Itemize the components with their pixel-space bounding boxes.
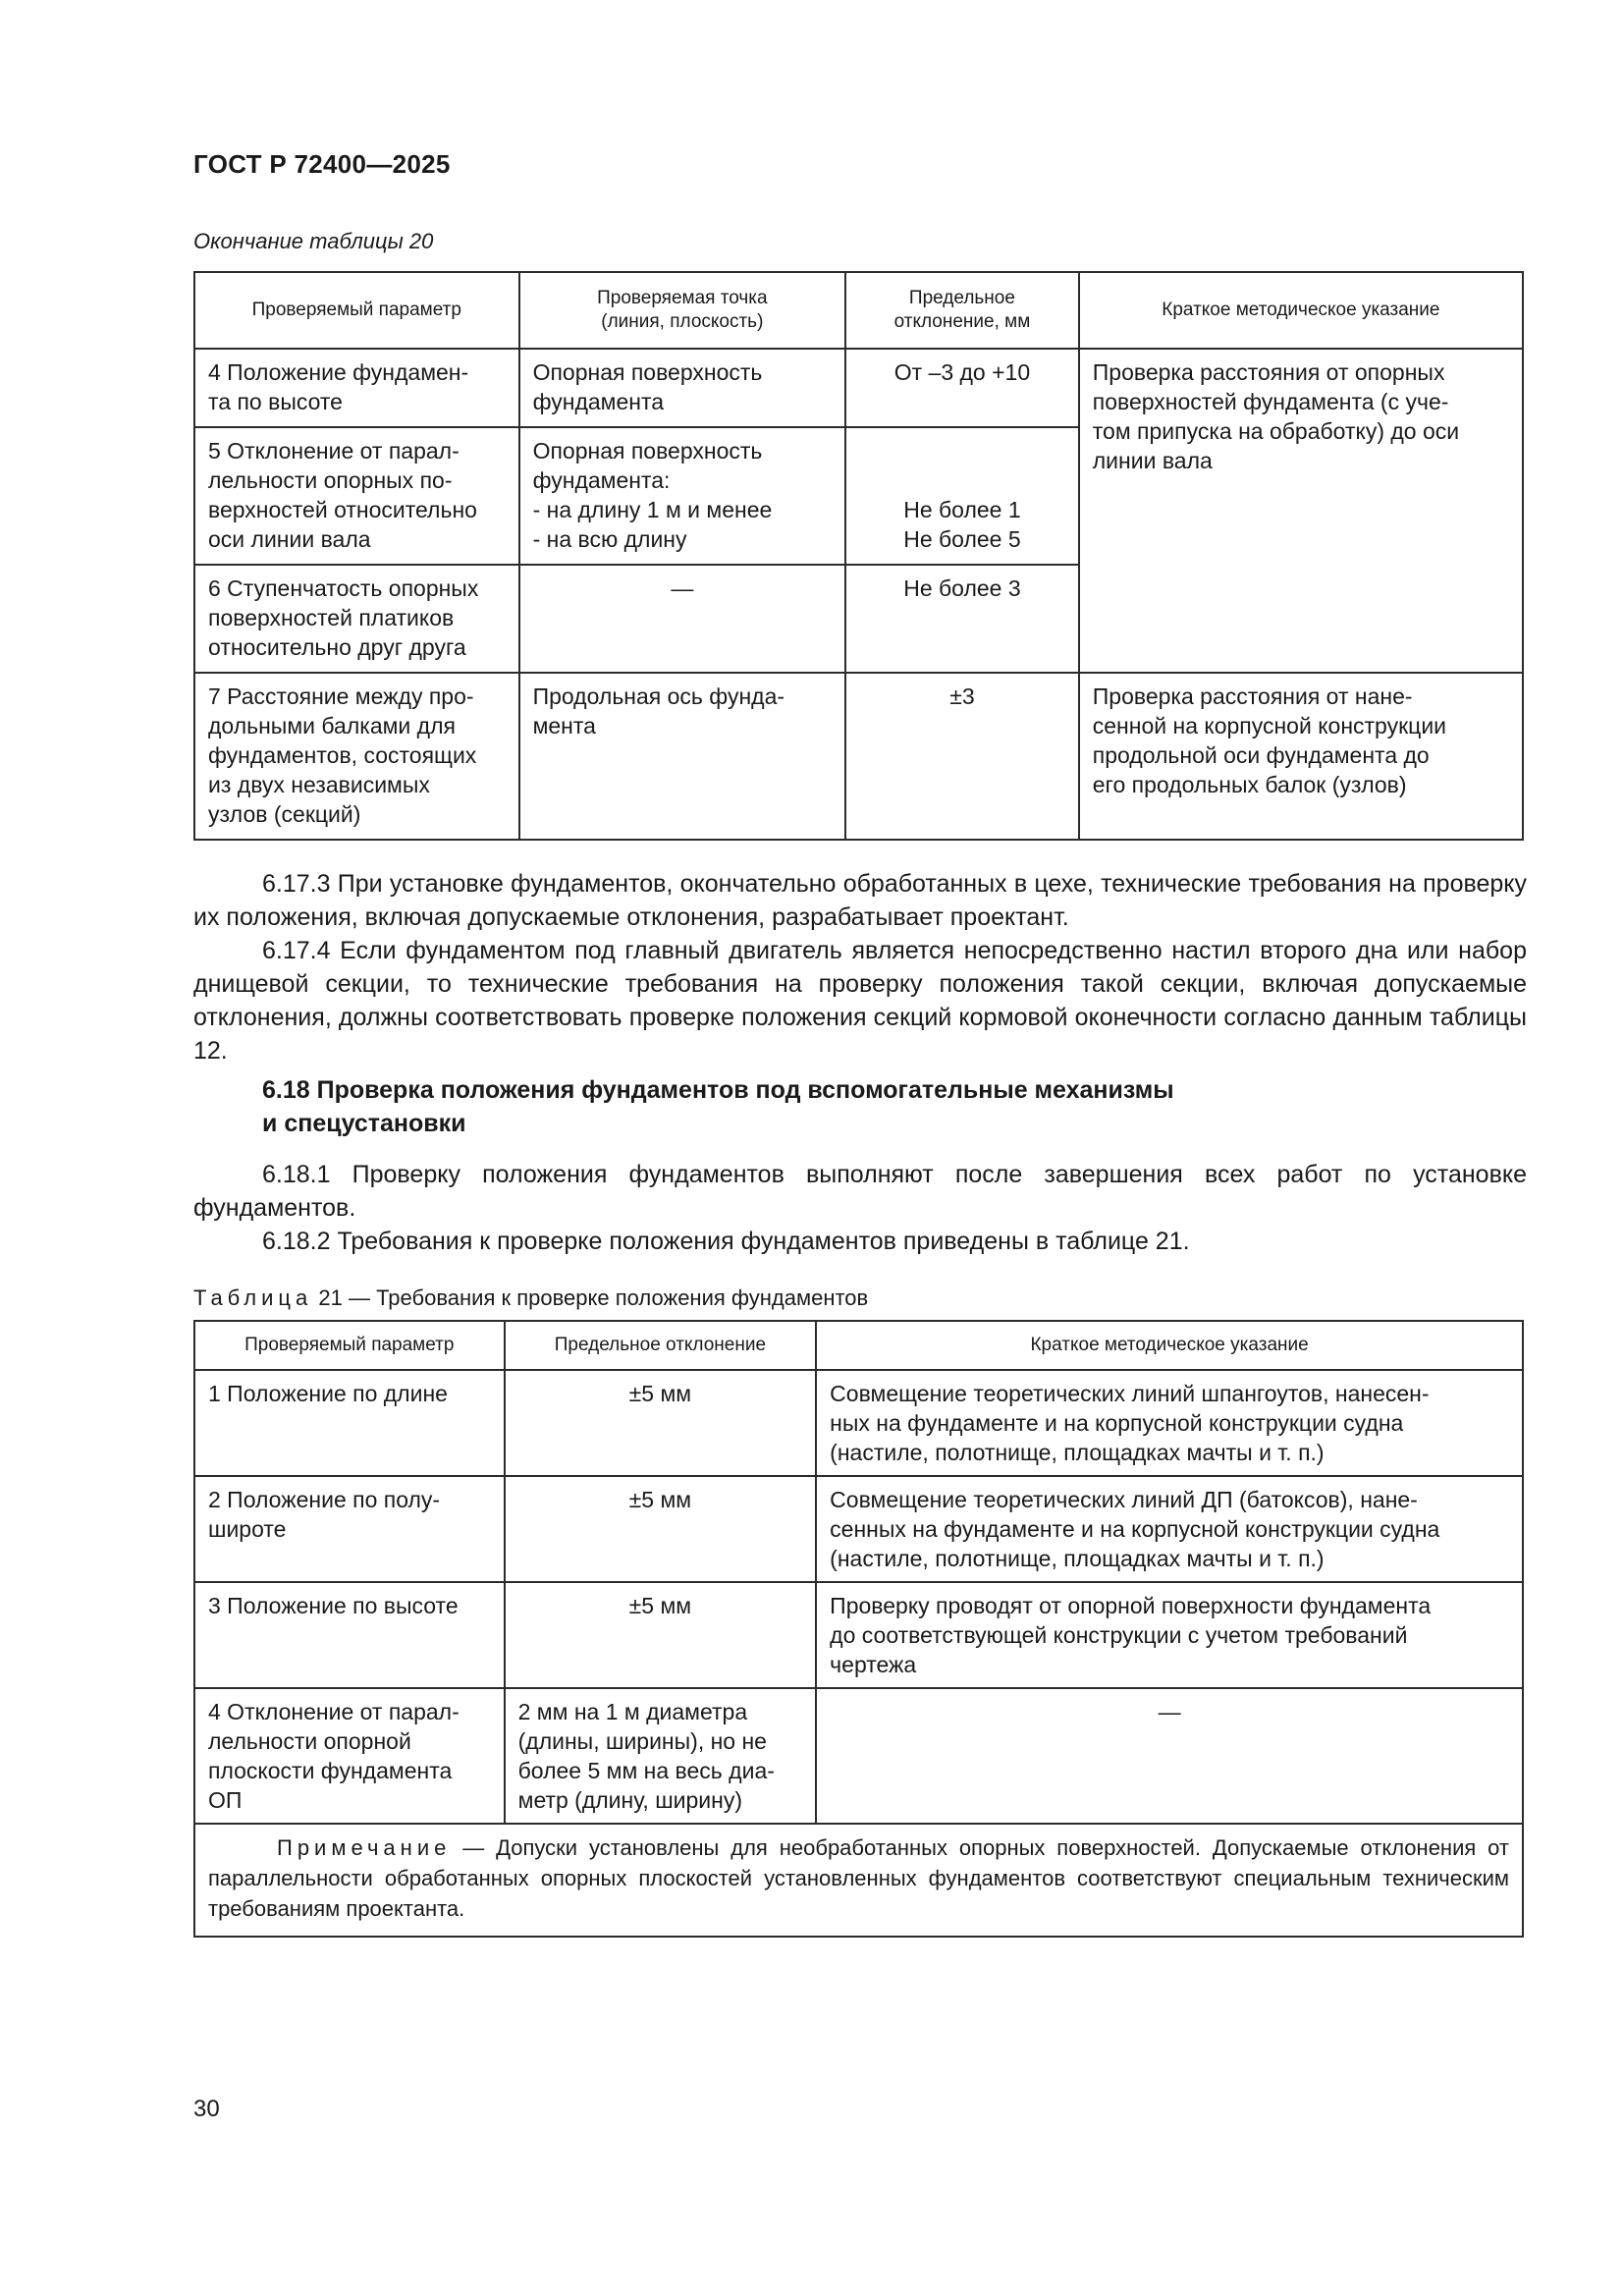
deviation-cell (505, 1370, 817, 1476)
text-line: Продольная ось фунда- (532, 683, 785, 709)
text-line: Не более 1 (903, 497, 1021, 522)
table-row (194, 1688, 1523, 1824)
text-line: плоскости фундамента (208, 1758, 453, 1783)
text-line: Не более 3 (903, 575, 1021, 601)
table-row (194, 1476, 1523, 1582)
method-cell (816, 1370, 1523, 1476)
text-line: Опорная поверхность (532, 438, 763, 464)
text-line: фундамента (532, 389, 665, 414)
point-cell (519, 349, 846, 427)
header-cell (1079, 272, 1523, 349)
text-line: 6 Ступенчатость опорных (208, 575, 479, 601)
text-line: чертежа (830, 1652, 917, 1677)
text-line: более 5 мм на весь диа- (517, 1758, 775, 1783)
table-note (194, 1824, 1523, 1937)
method-cell (816, 1688, 1523, 1824)
text-line: — (1158, 1699, 1181, 1724)
text-line: Краткое методическое указание (1162, 300, 1440, 320)
section-title-6-18 (262, 1073, 1174, 1140)
text-line: широте (208, 1516, 287, 1542)
deviation-cell (845, 349, 1079, 427)
text-line: 3 Положение по высоте (208, 1593, 459, 1618)
paragraph-6-17-4: 6.17.4 Если фундаментом под главный двигатель является непосредственно настил второго дна или набор днищевой секции, то технические требования на проверку положения такой секции, включая допускаемые отклонения, должны соответствовать проверке положения секций кормовой оконечности согласно данным таблицы 12. (193, 937, 1527, 1065)
text-line: Не более 5 (903, 526, 1021, 552)
text-line: мента (532, 713, 596, 738)
paragraph-6-17-3: 6.17.3 При установке фундаментов, окончательно обработанных в цехе, технические требования на проверку их положения, включая допускаемые отклонения, разрабатывает проектант. (193, 870, 1527, 931)
deviation-cell (505, 1688, 817, 1824)
deviation-cell (845, 673, 1079, 840)
paragraph-6-18-2: 6.18.2 Требования к проверке положения фундаментов приведены в таблице 21. (262, 1228, 1190, 1255)
text-line: продольной оси фундамента до (1092, 742, 1430, 768)
text-line: 7 Расстояние между про- (208, 683, 474, 709)
text-line: лельности опорных по- (208, 467, 453, 493)
text-line: 2 Положение по полу- (208, 1487, 441, 1512)
deviation-cell (505, 1476, 817, 1582)
text-line: поверхностей платиков (208, 605, 455, 630)
table-21 (193, 1320, 1524, 1938)
text-line: (настиле, полотнище, площадках мачты и т. п.) (830, 1546, 1325, 1571)
text-line: ±5 мм (628, 1593, 692, 1618)
text-line: 6.18 Проверка положения фундаментов под вспомогательные механизмы (262, 1076, 1174, 1104)
method-cell (816, 1582, 1523, 1688)
deviation-cell (505, 1582, 817, 1688)
text-line: сенных на фундаменте и на корпусной конструкции судна (830, 1516, 1440, 1542)
table-header-row (194, 272, 1523, 349)
text-line: верхностей относительно (208, 497, 477, 522)
table-20 (193, 271, 1524, 841)
text-line: ОП (208, 1787, 243, 1813)
text-line: Проверяемый параметр (251, 300, 461, 320)
text-line: до соответствующей конструкции с учетом требований (830, 1622, 1408, 1648)
text-line: 5 Отклонение от парал- (208, 438, 460, 464)
param-cell (194, 1476, 505, 1582)
table-note-row (194, 1824, 1523, 1937)
text-line: метр (длину, ширину) (517, 1787, 743, 1813)
text-line: 2 мм на 1 м диаметра (517, 1699, 748, 1724)
text-line: его продольных балок (узлов) (1092, 772, 1407, 797)
method-cell (1079, 673, 1523, 840)
text-line: 1 Положение по длине (208, 1381, 448, 1406)
param-cell (194, 1582, 505, 1688)
document-header: ГОСТ Р 72400—2025 (193, 149, 451, 179)
text-line: (настиле, полотнище, площадках мачты и т. п.) (830, 1440, 1325, 1465)
text-line: - на длину 1 м и менее (532, 497, 773, 522)
method-cell (1079, 349, 1523, 673)
text-line: отклонение, мм (893, 311, 1031, 332)
text-line: оси линии вала (208, 526, 371, 552)
param-cell (194, 1370, 505, 1476)
text-line: — (671, 575, 694, 601)
table-header-row (194, 1321, 1523, 1370)
table-continuation-caption: Окончание таблицы 20 (193, 229, 434, 253)
param-cell (194, 427, 519, 565)
param-cell (194, 1688, 505, 1824)
table-row (194, 1370, 1523, 1476)
method-cell (816, 1476, 1523, 1582)
table-row (194, 673, 1523, 840)
text-line: Проверку проводят от опорной поверхности фундамента (830, 1593, 1432, 1618)
text-line: линии вала (1092, 448, 1213, 473)
header-cell (519, 272, 846, 349)
text-line: узлов (секций) (208, 801, 361, 827)
text-line: Совмещение теоретических линий ДП (батоксов), нане- (830, 1487, 1418, 1512)
text-line (859, 465, 1065, 495)
text-line: лельности опорной (208, 1728, 411, 1754)
text-line: ных на фундаменте и на корпусной конструкции судна (830, 1410, 1404, 1436)
text-line: фундаментов, состоящих (208, 742, 477, 768)
point-cell (519, 427, 846, 565)
param-cell (194, 565, 519, 673)
text-line: Проверка расстояния от опорных (1092, 359, 1445, 385)
text-line: ±3 (949, 683, 975, 709)
text-line: (длины, ширины), но не (517, 1728, 767, 1754)
text-line: - на всю длину (532, 526, 687, 552)
header-cell: Краткое методическое указание (816, 1321, 1523, 1370)
text-line: ±5 мм (628, 1487, 692, 1512)
text-line: сенной на корпусной конструкции (1092, 713, 1447, 738)
text-line: поверхностей фундамента (с уче- (1092, 389, 1449, 414)
text-line: Опорная поверхность (532, 359, 763, 385)
header-cell (845, 272, 1079, 349)
text-line: 4 Отклонение от парал- (208, 1699, 460, 1724)
text-line: ±5 мм (628, 1381, 692, 1406)
deviation-cell (845, 565, 1079, 673)
table-21-caption (193, 1285, 868, 1311)
text-line: дольными балками для (208, 713, 456, 738)
header-cell: Предельное отклонение (505, 1321, 817, 1370)
text-line (859, 436, 1065, 465)
table-title: 21 — Требования к проверке положения фундаментов (318, 1285, 869, 1310)
text-line: Проверяемая точка (597, 288, 768, 308)
paragraph-6-18-1: 6.18.1 Проверку положения фундаментов выполняют после завершения всех работ по установке фундаментов. (193, 1161, 1527, 1222)
table-label: Таблица (193, 1285, 313, 1310)
text-line: том припуска на обработку) до оси (1092, 418, 1460, 444)
text-line: (линия, плоскость) (601, 311, 764, 332)
point-cell (519, 673, 846, 840)
text-line: фундамента: (532, 467, 671, 493)
text-line: и спецустановки (262, 1110, 466, 1137)
text-line: Совмещение теоретических линий шпангоутов, нанесен- (830, 1381, 1430, 1406)
param-cell (194, 673, 519, 840)
text-line: Предельное (908, 288, 1015, 308)
note-text: — Допуски установлены для необработанных опорных поверхностей. Допускаемые отклонения от параллельности обработанных опорных плоскостей установленных фундаментов соответствуют специальным техническим требованиям проектанта. (208, 1835, 1509, 1921)
deviation-cell (845, 427, 1079, 565)
text-line: От –3 до +10 (893, 359, 1031, 385)
table-row (194, 349, 1523, 427)
header-cell: Проверяемый параметр (194, 1321, 505, 1370)
point-cell (519, 565, 846, 673)
text-line: та по высоте (208, 389, 343, 414)
text-line: 4 Положение фундамен- (208, 359, 469, 385)
header-cell (194, 272, 519, 349)
text-line: из двух независимых (208, 772, 430, 797)
text-line: относительно друг друга (208, 634, 466, 660)
note-label: Примечание (277, 1835, 452, 1860)
page-number: 30 (193, 2096, 220, 2122)
text-line: Проверка расстояния от нане- (1092, 683, 1413, 709)
table-row (194, 1582, 1523, 1688)
param-cell (194, 349, 519, 427)
